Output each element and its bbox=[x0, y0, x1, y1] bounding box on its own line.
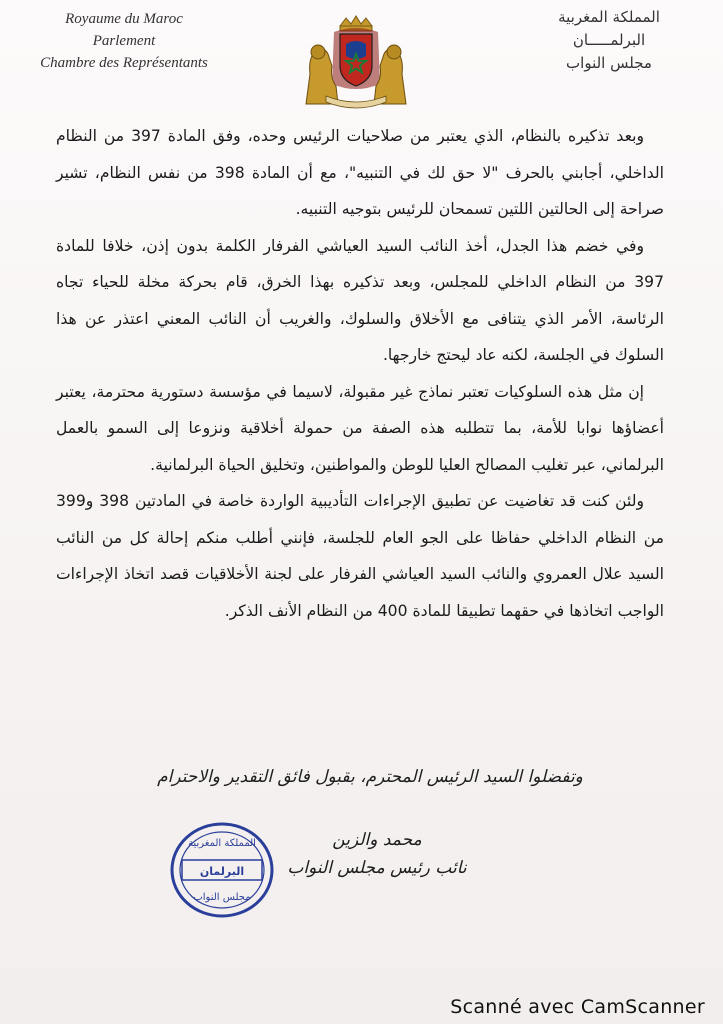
paragraph-2: وفي خضم هذا الجدل، أخذ النائب السيد العياشي الفرفار الكلمة بدون إذن، خلافا للمادة 397 من النظام الداخلي للمجلس، وبعد تذكيره بهذا الخرق، قام بحركة مخلة للحياء تجاه الرئاسة، الأمر الذي يتنافى مع الأخلاق والسلوك، والغريب أن النائب المعني اعتذر عن هذا السلوك في الجلسة، لكنه عاد ليحتج خارجها. bbox=[56, 236, 664, 364]
header-fr-line-3: Chambre des Représentants bbox=[40, 55, 208, 71]
paragraph-3: إن مثل هذه السلوكيات تعتبر نماذج غير مقبولة، لاسيما في مؤسسة دستورية محترمة، يعتبر أعضاؤها نوابا للأمة، بما تتطلبه هذه الصفة من حمولة أخلاقية ونزوعا إلى السمو بالعمل البرلماني، عبر تغليب المصالح العليا للوطن والمواطنين، وتخليق الحياة البرلمانية. bbox=[56, 382, 664, 474]
header-fr-line-2: Parlement bbox=[92, 33, 156, 49]
stamp-bottom-text: مجلس النواب bbox=[193, 892, 251, 903]
header-ar-line-2: البرلمـــــان bbox=[572, 31, 646, 49]
header-fr-line-1: Royaume du Maroc bbox=[65, 11, 183, 27]
scanner-watermark: Scanné avec CamScanner bbox=[450, 996, 705, 1018]
signatory-name: محمد والزين bbox=[332, 830, 422, 850]
paragraph-1: وبعد تذكيره بالنظام، الذي يعتبر من صلاحيات الرئيس وحده، وفق المادة 397 من النظام الداخلي، أجابني بالحرف "لا حق لك في التنبيه"، مع أن المادة 398 من نفس النظام، تشير صراحة إلى الحالتين اللتين تسمحان للرئيس بتوجيه التنبيه. bbox=[56, 127, 664, 218]
closing-salutation: وتفضلوا السيد الرئيس المحترم، بقبول فائق التقدير والاحترام bbox=[157, 767, 583, 787]
header-arabic bbox=[539, 6, 679, 75]
stamp-top-text: المملكة المغربية bbox=[188, 838, 256, 849]
letter-body bbox=[56, 118, 664, 629]
parliament-stamp bbox=[168, 820, 276, 920]
signatory-title: نائب رئيس مجلس النواب bbox=[287, 858, 467, 878]
stamp-center-text: البرلمان bbox=[199, 865, 245, 878]
paragraph-4: ولئن كنت قد تغاضيت عن تطبيق الإجراءات التأديبية الواردة خاصة في المادتين 398 و399 من النظام الداخلي حفاظا على الجو العام للجلسة، فإنني أطلب منكم إحالة كل من النائب السيد علال العمروي والنائب السيد العياشي الفرفار على لجنة الأخلاقيات قصد اتخاذ الإجراءات الواجب اتخاذها في حقهما تطبيقا للمادة 400 من النظام الأنف الذكر. bbox=[56, 492, 664, 620]
moroccan-coat-of-arms-icon bbox=[296, 14, 416, 110]
signature-block bbox=[282, 826, 472, 882]
header-ar-line-3: مجلس النواب bbox=[566, 54, 652, 72]
header-french bbox=[24, 8, 224, 74]
header-ar-line-1: المملكة المغربية bbox=[558, 8, 660, 26]
